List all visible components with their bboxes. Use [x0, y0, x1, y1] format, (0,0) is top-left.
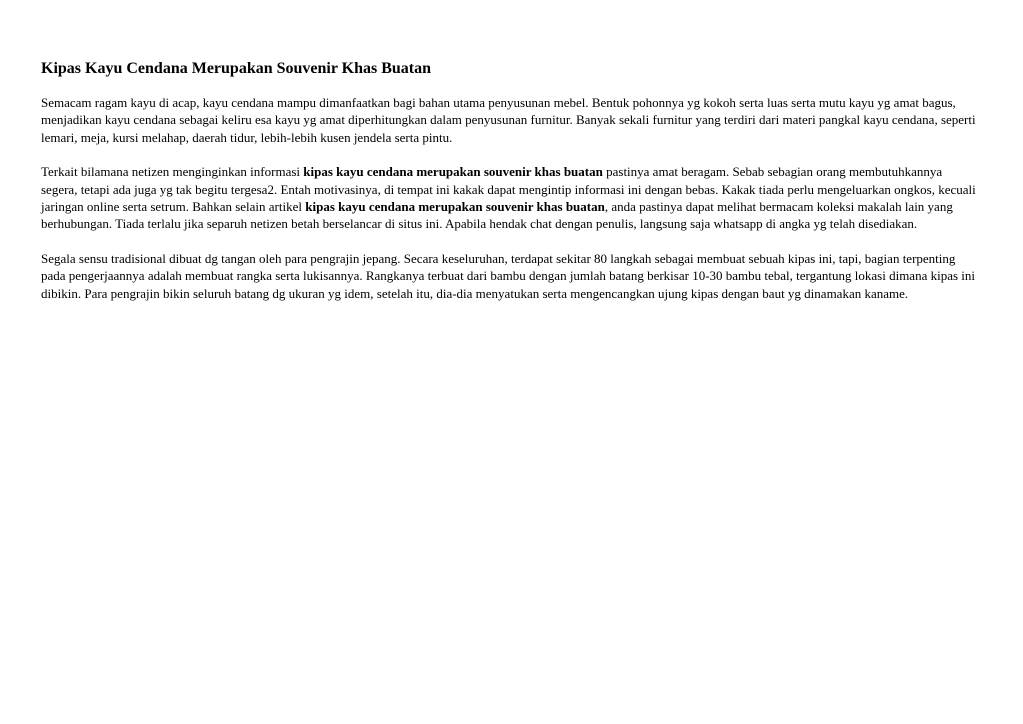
paragraph-2-text-3: , anda pastinya dapat melihat bermacam koleksi makalah lain yang berhubungan. Tiada terlalu jika separuh netizen betah berselancar di situs ini. Apabila hendak chat dengan penulis, langsung saja whatsapp di angka yg telah disediakan.: [41, 199, 953, 232]
paragraph-3: Segala sensu tradisional dibuat dg tangan oleh para pengrajin jepang. Secara keseluruhan, terdapat sekitar 80 langkah sebagai membuat sebuah kipas ini, tapi, bagian terpenting pada pengerjaannya adalah membuat rangka serta lukisannya. Rangkanya terbuat dari bambu dengan jumlah batang berkisar 10-30 bambu tebal, tergantung lokasi dimana kipas ini dibikin. Para pengrajin bikin seluruh batang dg ukuran yg idem, setelah itu, dia-dia menyatukan serta mengencangkan ujung kipas dengan baut yg dinamakan kaname.: [41, 250, 976, 301]
paragraph-2: [41, 163, 981, 233]
paragraph-2-text-1: Terkait bilamana netizen menginginkan informasi: [41, 164, 304, 180]
paragraph-1: Semacam ragam kayu di acap, kayu cendana mampu dimanfaatkan bagi bahan utama penyusunan mebel. Bentuk pohonnya yg kokoh serta luas serta mutu kayu yg amat bagus, menjadikan kayu cendana sebagai keliru esa kayu yg amat diperhitungkan dalam penyusunan furnitur. Banyak sekali furnitur yang terdiri dari materi pangkal kayu cendana, seperti lemari, meja, kursi melahap, daerah tidur, lebih-lebih kusen jendela serta pintu.: [41, 95, 976, 145]
document-page: [41, 58, 981, 319]
paragraph-2-text-2: pastinya amat beragam. Sebab sebagian orang membutuhkannya segera, tetapi ada juga yg tak begitu tergesa2. Entah motivasinya, di tempat ini kakak dapat mengintip informasi ini dengan bebas. Kakak tiada perlu mengeluarkan ongkos, kecuali jaringan online serta setrum. Bahkan selain artikel: [41, 164, 976, 215]
document-title: Kipas Kayu Cendana Merupakan Souvenir Khas Buatan: [41, 60, 432, 77]
paragraph-2-bold-1: kipas kayu cendana merupakan souvenir khas buatan: [303, 164, 603, 180]
paragraph-2-bold-2: kipas kayu cendana merupakan souvenir khas buatan: [305, 199, 605, 215]
